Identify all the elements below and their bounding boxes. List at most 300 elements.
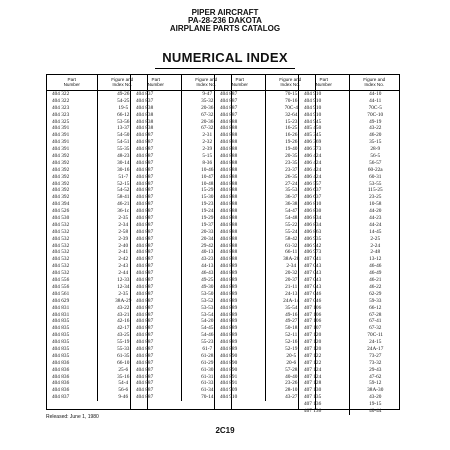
part-number: 404 888 [220,153,238,160]
figure-index: 55-24 [285,228,298,235]
figure-index: 20-37 [285,277,298,284]
part-number: 404 887 [136,221,154,228]
part-number: 404 325 [52,118,70,125]
part-number: 404 530 [52,215,70,222]
part-number: 404 889 [220,283,238,290]
part-number: 404 887 [136,180,154,187]
figure-index: 61-33 [201,380,214,387]
part-number: 404 890 [220,352,238,359]
figure-index: 46-20 [369,132,382,139]
figure-index: 2-34 [118,221,129,228]
figure-index: 2-39 [202,146,213,153]
part-number: 404 532 [52,221,70,228]
figure-index: 61-34 [201,387,214,394]
part-number: 404 888 [220,166,238,173]
part-number: 404 532 [52,256,70,263]
figure-index: 53-54 [201,311,214,318]
part-number: 404 391 [52,132,70,139]
part-number: 404 888 [220,256,238,263]
part-number: 404 887 [136,208,154,215]
part-number: 404 837 [52,394,70,401]
part-number: 404 887 [136,332,154,339]
figure-index: 70-15 [285,91,298,97]
part-number: 404 889 [220,339,238,346]
part-number: 406 637 [304,187,322,194]
column-header [299,75,399,91]
figure-index: 20-36 [201,104,214,111]
part-number: 404 838 [136,118,154,125]
figure-index: 46-21 [369,277,382,284]
part-number: 404 909 [220,387,238,394]
part-number: 404 887 [136,352,154,359]
figure-index: 53-52 [201,297,214,304]
figure-index: 61-32 [285,242,298,249]
figure-index: 24A-14 [283,297,300,304]
part-number: 407 130 [304,387,322,394]
figure-index: 26-35 [285,173,298,180]
figure-index: 53-50 [201,290,214,297]
figure-index: 54-47 [285,208,298,215]
part-number: 404 889 [220,345,238,352]
figure-index: 70C-5 [368,104,382,111]
part-number: 404 831 [52,304,70,311]
part-number: 404 836 [52,380,70,387]
part-number: 404 887 [136,297,154,304]
figure-index: 20-5 [286,352,297,359]
part-number: 404 323 [52,104,70,111]
figure-index: 2-32 [202,139,213,146]
part-number: 404 838 [136,104,154,111]
part-number: 404 910 [304,104,322,111]
figure-index: 2-39 [118,235,129,242]
part-number: 407 043 [304,283,322,290]
figure-index: 19-24 [201,208,214,215]
part-number: 406 935 [304,235,322,242]
figure-index: 46-43 [201,270,214,277]
figure-index: 61-7 [202,345,213,352]
part-number: 404 887 [136,304,154,311]
figure-index: 30-14 [117,159,130,166]
figure-index: 23-35 [285,159,298,166]
part-number: 404 891 [220,373,238,380]
figure-index: 19-37 [201,221,214,228]
figure-index: 66-10 [117,359,130,366]
part-number: 404 392 [52,187,70,194]
figure-index: 23-26 [285,380,298,387]
part-number: 404 910 [304,97,322,104]
figure-index: 40-40 [285,373,298,380]
figure-index: 67-32 [201,111,214,118]
figure-index: 21-11 [285,283,298,290]
figure-index: 23-25 [369,194,382,201]
figure-index: 54-51 [117,139,130,146]
part-number: 406 373 [304,146,322,153]
part-number: 404 887 [136,159,154,166]
part-number: 404 887 [220,97,238,104]
part-number: 404 835 [52,325,70,332]
part-number: 404 890 [220,359,238,366]
figure-index: 51-7 [118,173,129,180]
figure-index: 36-38 [285,201,298,208]
part-number: 404 887 [136,318,154,325]
figure-index: 35-16 [117,373,130,380]
part-number: 404 887 [136,345,154,352]
figure-index: 60-22a [367,166,383,173]
figure-index: 30-16 [117,166,130,173]
figure-index: 2-58 [118,228,129,235]
part-number: 407 124 [304,373,322,380]
part-number: 404 888 [220,242,238,249]
figure-index: 20-34 [201,235,214,242]
figure-index: 40-13 [201,249,214,256]
figure-index: 67-28 [369,311,382,318]
column-divider [97,91,98,401]
part-number: 404 532 [52,235,70,242]
part-number: 404 887 [136,166,154,173]
part-number: 404 889 [220,290,238,297]
title-underline [155,68,295,69]
figure-index: 67-32 [201,125,214,132]
page-number: 2C19 [215,426,235,435]
figure-index: 19-5 [118,104,129,111]
figure-index: 38A-29 [115,297,132,304]
figure-index: 20-35 [285,153,298,160]
part-number: 404 392 [52,194,70,201]
part-number: 404 835 [52,345,70,352]
part-number: 404 888 [220,125,238,132]
figure-index: 19-15 [369,401,382,408]
part-number: 404 887 [136,394,154,401]
part-number: 404 887 [136,201,154,208]
figure-index: 43-22 [117,304,130,311]
part-number: 404 532 [52,228,70,235]
part-number: 407 120 [304,339,322,346]
part-number: 407 107 [304,325,322,332]
figure-index: 24-15 [369,339,382,346]
figure-index: 15-30 [201,194,214,201]
part-number: 404 888 [220,173,238,180]
figure-index: 2-41 [118,249,129,256]
part-number: 404 945 [304,118,322,125]
column-divider [265,91,266,401]
figure-index: 28-9 [370,146,381,153]
part-number: 404 887 [136,339,154,346]
figure-index: 55-23 [201,339,214,346]
figure-index: 66-12 [369,304,382,311]
part-number: 404 532 [52,263,70,270]
figure-index: 44-13 [201,263,214,270]
figure-index: 66-12 [117,111,130,118]
part-number: 404 532 [52,249,70,256]
figure-index: 46-49 [369,270,382,277]
figure-index: 13-37 [117,125,130,132]
figure-index: 19-26 [285,139,298,146]
figure-index: 53-55 [369,180,382,187]
figure-index: 35-32 [201,97,214,104]
figure-index: 59-12 [369,380,382,387]
figure-index: 61-31 [201,373,214,380]
figure-index: 70C-11 [367,332,384,339]
figure-index: 52-19 [285,345,298,352]
figure-index: 27-24 [285,180,298,187]
part-number: 406 834 [304,221,322,228]
figure-index: 35-15 [369,139,382,146]
figure-index: 55-33 [117,345,130,352]
part-number: 404 891 [220,380,238,387]
part-number: 404 888 [220,215,238,222]
part-number: 404 910 [304,111,322,118]
figure-index: 43-21 [117,311,130,318]
part-number: 406 424 [304,166,322,173]
part-number: 406 863 [304,228,322,235]
figure-index: 70-14 [201,394,214,401]
part-number: 407 136 [304,407,322,414]
part-number: 404 887 [136,359,154,366]
part-number: 404 887 [136,194,154,201]
figure-index: 28-10 [285,387,298,394]
figure-index: 43-20 [369,394,382,401]
part-number: 404 887 [136,215,154,222]
part-number: 404 887 [136,153,154,160]
figure-index: 55-35 [117,146,130,153]
part-number: 406 834 [304,215,322,222]
part-number: 404 391 [52,146,70,153]
figure-index: 56-57 [369,159,382,166]
figure-index: 9-47 [202,91,213,97]
figure-index-header: Figure and Index No. [97,75,148,90]
figure-index: 54-20 [201,318,214,325]
figure-index: 46-21 [117,201,130,208]
figure-index: 19-29 [201,215,214,222]
figure-index: 35-53 [285,187,298,194]
figure-index: 49-16 [285,311,298,318]
part-number: 404 910 [304,91,322,97]
figure-index: 10-48 [201,180,214,187]
part-number: 407 046 [304,290,322,297]
part-number: 404 394 [52,201,70,208]
part-number: 404 889 [220,332,238,339]
figure-index: 49-25 [201,277,214,284]
part-number: 404 887 [220,91,238,97]
part-number: 405 450 [304,125,322,132]
figure-index: 67-32 [369,325,382,332]
part-number: 404 887 [136,228,154,235]
part-number: 407 128 [304,380,322,387]
part-number: 404 888 [220,208,238,215]
figure-index: 47-62 [369,373,382,380]
figure-index: 58-42 [285,235,298,242]
part-number-header: Part Number [63,77,80,87]
figure-index: 54-52 [117,187,130,194]
figure-index: 15-23 [285,118,298,125]
figure-index: 57-28 [285,366,298,373]
part-number: 407 043 [304,270,322,277]
part-number: 404 836 [52,359,70,366]
figure-index: 52-16 [285,339,298,346]
part-number: 404 831 [52,311,70,318]
part-number: 407 122 [304,352,322,359]
part-number: 404 889 [220,263,238,270]
part-number: 406 830 [304,208,322,215]
part-number: 404 838 [136,125,154,132]
figure-index: 61-30 [201,366,214,373]
part-number: 406 810 [304,201,322,208]
figure-index: 2-34 [286,263,297,270]
part-number: 404 888 [220,235,238,242]
figure-index: 12-34 [117,283,130,290]
figure-index: 29-43 [369,366,382,373]
part-number: 406 973 [304,249,322,256]
part-number: 404 888 [220,194,238,201]
index-title: NUMERICAL INDEX [162,50,288,65]
release-date: Released: June 1, 1980 [46,414,99,420]
figure-index: 59-33 [369,297,382,304]
part-number: 404 888 [220,249,238,256]
part-number: 404 887 [136,256,154,263]
part-number: 404 532 [52,270,70,277]
part-number: 407 120 [304,345,322,352]
part-number: 404 888 [220,159,238,166]
figure-index: 50-18 [285,325,298,332]
figure-index: 52-11 [285,332,298,339]
part-number: 404 835 [52,352,70,359]
figure-index: 54-25 [117,97,130,104]
figure-index: 10-47 [201,173,214,180]
figure-index: 43-27 [285,394,298,401]
figure-index: 16-26 [285,132,298,139]
part-number: 404 887 [136,325,154,332]
figure-index: 40-44 [369,407,382,414]
figure-index: 2-43 [118,263,129,270]
part-number: 404 889 [220,304,238,311]
part-number: 404 887 [136,380,154,387]
figure-index: 43-25 [117,332,130,339]
part-number: 404 888 [220,201,238,208]
figure-index: 54-45 [201,325,214,332]
figure-index: 52-15 [117,180,130,187]
part-number: 404 887 [136,263,154,270]
figure-index: 54-48 [285,215,298,222]
figure-index: 62-29 [369,290,382,297]
figure-index: 61-29 [201,359,214,366]
figure-index: 35-54 [285,304,298,311]
figure-index: 55-19 [117,339,130,346]
figure-index: 2-25 [370,235,381,242]
part-number: 404 889 [220,311,238,318]
figure-index: 44-23 [369,215,382,222]
figure-index: 53-56 [117,118,130,125]
catalog-header-line1: PIPER AIRCRAFT [191,8,259,17]
part-number: 404 887 [136,146,154,153]
part-number: 404 887 [136,366,154,373]
figure-index: 70C-10 [367,111,384,118]
part-number-header: Part Number [315,77,332,87]
figure-index: 16-25 [285,125,298,132]
part-number: 406 637 [304,194,322,201]
figure-index: 60-31 [369,173,382,180]
figure-index: 49-26 [117,91,130,97]
figure-index: 48-23 [117,153,130,160]
part-number: 404 887 [136,270,154,277]
column-divider [349,91,350,415]
part-number: 405 345 [304,132,322,139]
figure-index: 43-22 [369,125,382,132]
part-number: 407 041 [304,256,322,263]
part-number: 404 835 [52,339,70,346]
figure-index: 54-4 [118,380,129,387]
part-number: 407 043 [304,277,322,284]
part-number: 404 887 [136,249,154,256]
figure-index: 44-20 [369,208,382,215]
figure-index: 44-11 [369,97,382,104]
figure-index: 12-33 [117,277,130,284]
part-number: 404 526 [52,208,70,215]
part-number: 407 046 [304,297,322,304]
figure-index: 73-32 [369,359,382,366]
figure-index: 36-37 [285,194,298,201]
figure-index: 20-6 [286,359,297,366]
figure-index: 2-31 [202,132,213,139]
figure-index: 66-11 [285,249,298,256]
part-number: 404 888 [220,228,238,235]
part-number: 404 887 [136,187,154,194]
figure-index: 42-17 [117,325,130,332]
part-number: 407 122 [304,359,322,366]
part-number: 404 629 [52,297,70,304]
figure-index-header: Figure and Index No. [349,75,400,90]
part-number: 404 887 [136,277,154,284]
part-number: 404 888 [220,180,238,187]
figure-index: 56-6 [118,387,129,394]
figure-index: 2-48 [370,249,381,256]
part-number: 404 391 [52,125,70,132]
part-number: 406 942 [304,242,322,249]
part-number: 404 887 [220,104,238,111]
part-number: 404 837 [136,91,154,97]
figure-index: 61-35 [117,352,130,359]
part-number: 407 106 [304,318,322,325]
part-number: 404 887 [136,387,154,394]
figure-index: 43-23 [201,256,214,263]
catalog-header-line2: PA-28-236 DAKOTA [188,16,262,25]
part-number: 404 322 [52,91,70,97]
figure-index: 36-1c [117,208,130,215]
part-number: 406 424 [304,159,322,166]
part-number: 406 424 [304,173,322,180]
part-number: 404 887 [136,373,154,380]
part-number: 404 556 [52,283,70,290]
figure-index: 10-46 [201,166,214,173]
figure-index: 24-13 [285,290,298,297]
figure-index: 54-46 [201,332,214,339]
figure-index: 46-22 [369,283,382,290]
figure-index: 13-12 [369,256,382,263]
figure-index: 53-53 [201,304,214,311]
figure-index: 2-44 [118,270,129,277]
figure-index: 49-30 [201,283,214,290]
figure-index: 115-25 [367,187,383,194]
part-number: 404 889 [220,277,238,284]
figure-index: 25-6 [118,366,129,373]
part-number: 404 889 [220,325,238,332]
part-number: 404 887 [136,173,154,180]
part-number: 407 106 [304,304,322,311]
part-number: 407 135 [304,394,322,401]
part-number: 404 391 [52,139,70,146]
part-number: 404 836 [52,373,70,380]
part-number: 406 557 [304,180,322,187]
part-number: 407 043 [304,263,322,270]
